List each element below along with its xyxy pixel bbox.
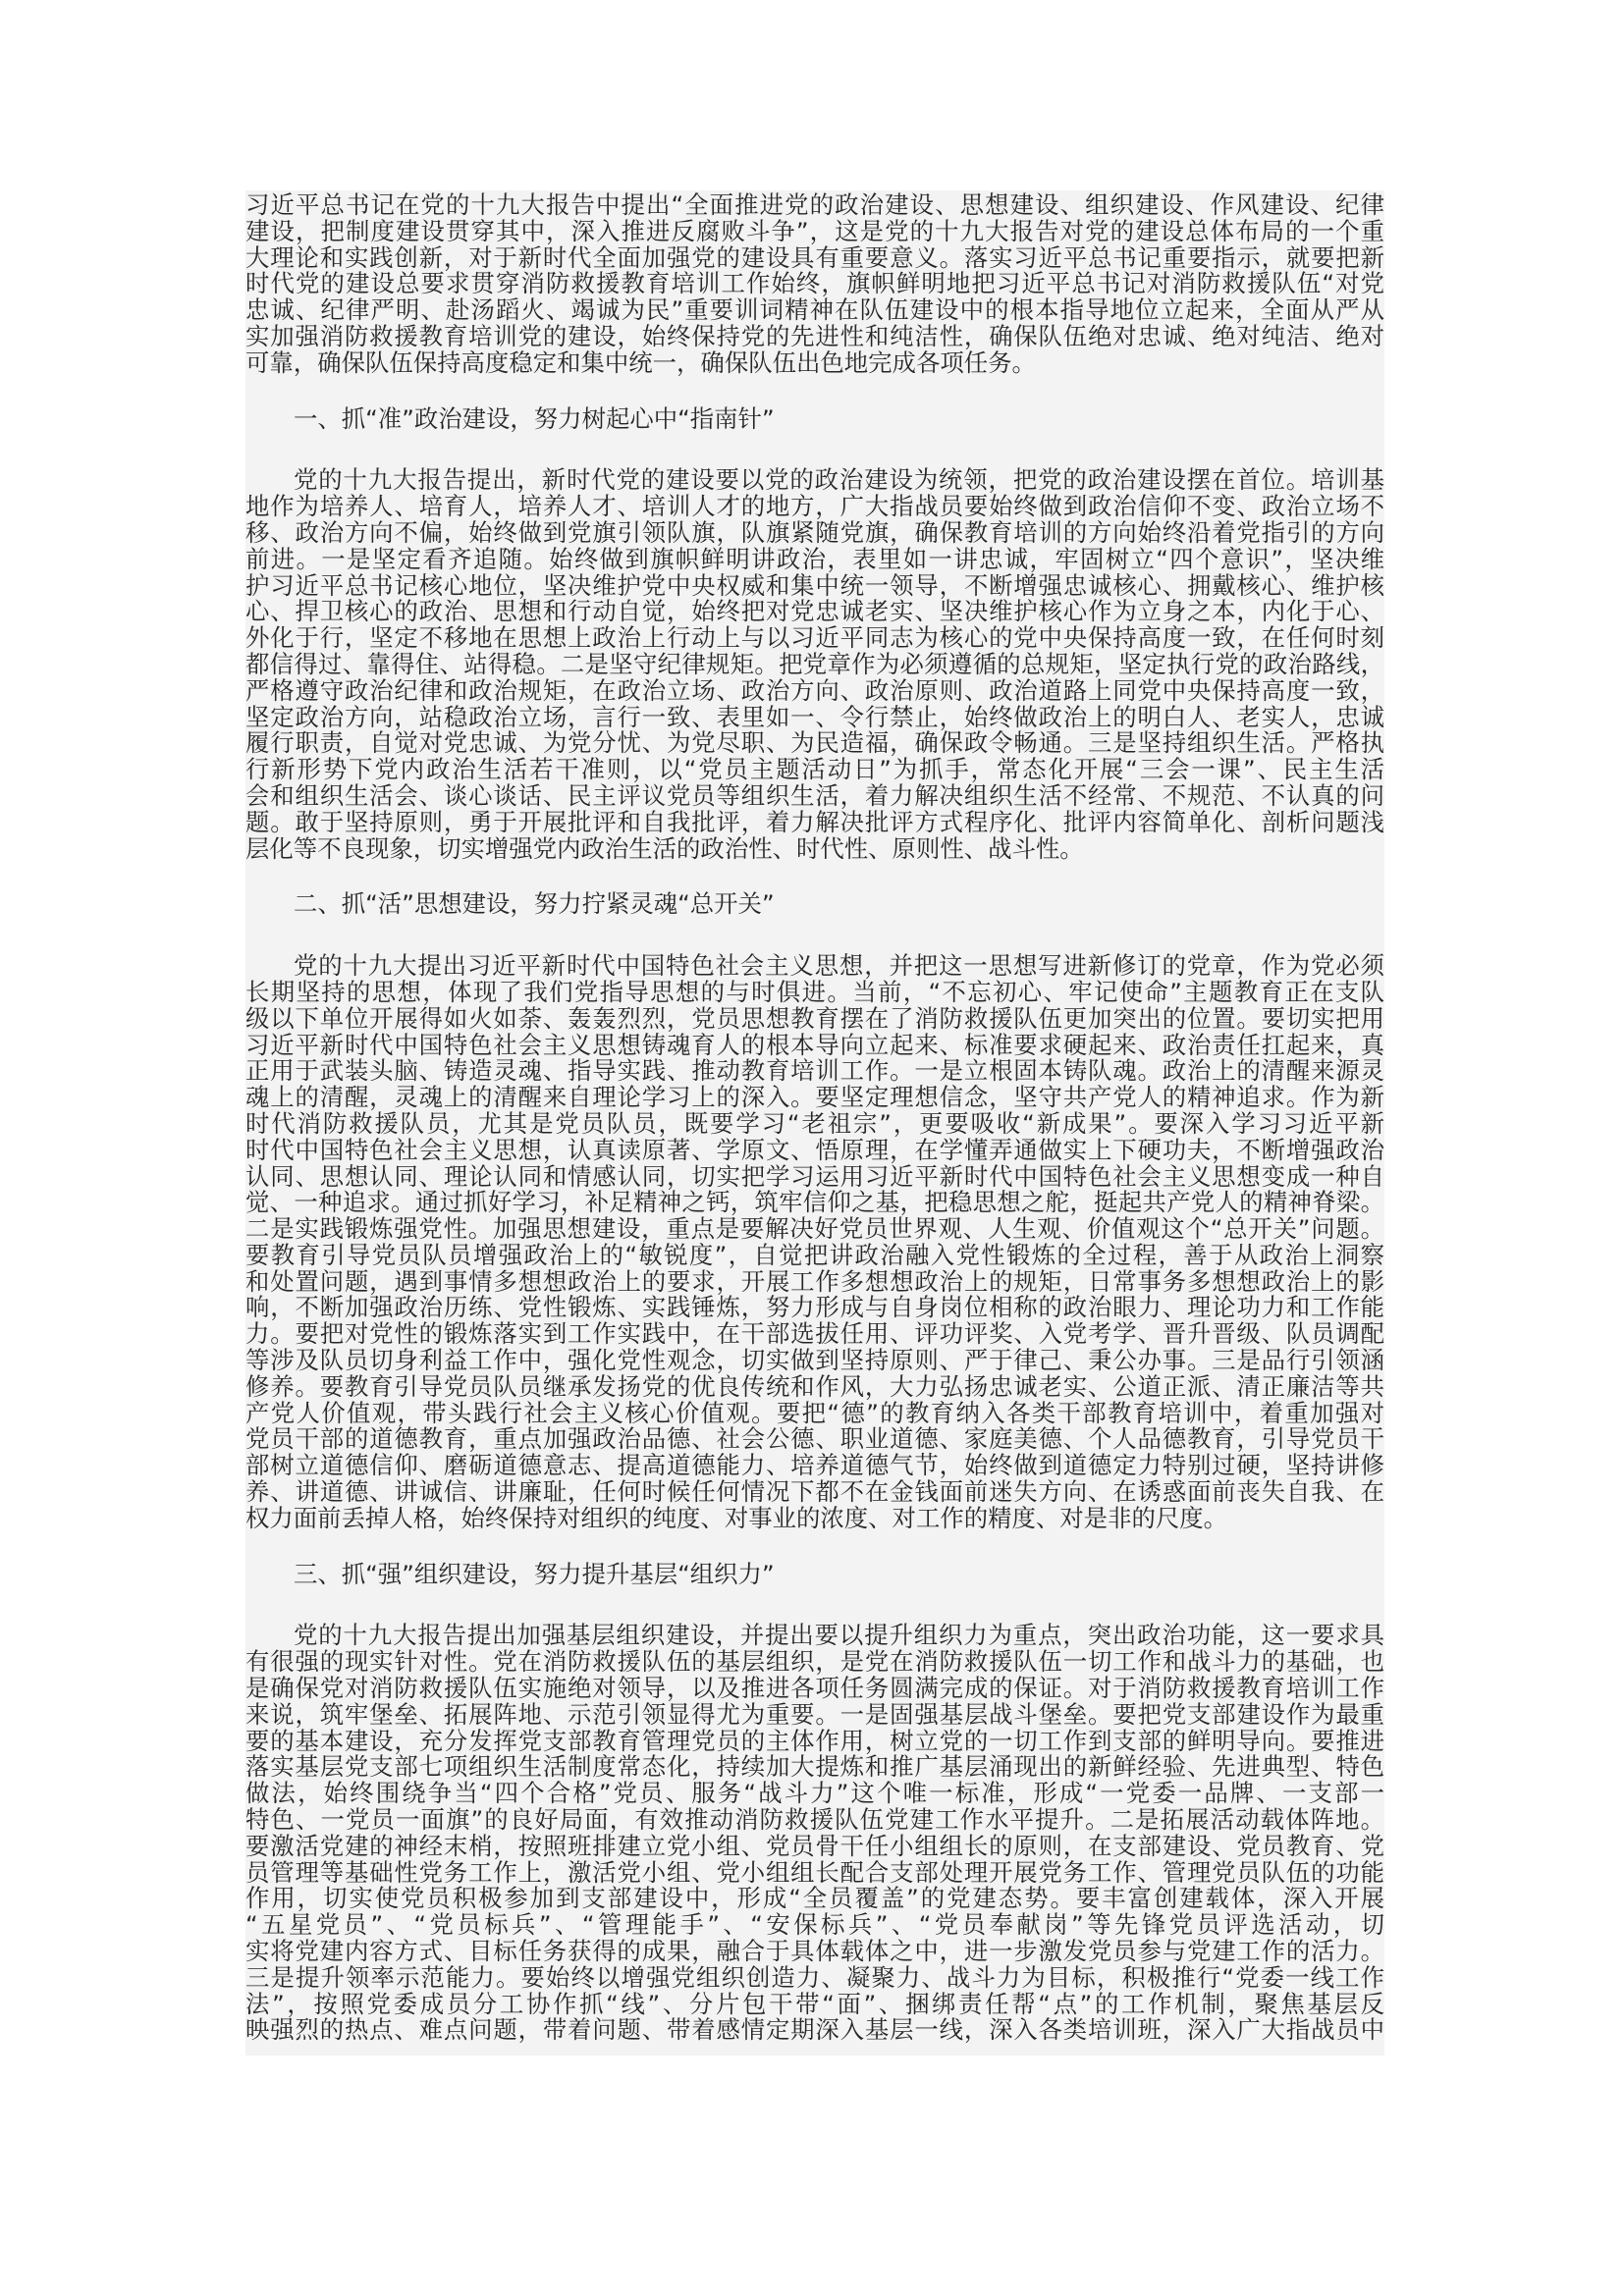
paragraph-line: 行新形势下党内政治生活若干准则，以“党员主题活动日”为抓手，常态化开展“三会一课”、民主生活 xyxy=(245,755,1384,784)
paragraph-line: 做法，始终围绕争当“四个合格”党员、服务“战斗力”这个唯一标准，形成“一党委一品牌、一支部一 xyxy=(245,1779,1384,1808)
paragraph-line: 党的十九大提出习近平新时代中国特色社会主义思想，并把这一思想写进新修订的党章，作为党必须 xyxy=(294,951,1384,981)
paragraph-line: 作用，切实使党员积极参加到支部建设中，形成“全员覆盖”的党建态势。要丰富创建载体，深入开展 xyxy=(245,1884,1384,1913)
paragraph-line: 二是实践锻炼强党性。加强思想建设，重点是要解决好党员世界观、人生观、价值观这个“总开关”问题。 xyxy=(245,1214,1384,1244)
paragraph-line: 认同、思想认同、理论认同和情感认同，切实把学习运用习近平新时代中国特色社会主义思想变成一种自 xyxy=(245,1161,1384,1191)
paragraph-line: 等涉及队员切身利益工作中，强化党性观念，切实做到坚持原则、严于律己、秉公办事。三是品行引领涵 xyxy=(245,1346,1384,1375)
paragraph-line: 建设，把制度建设贯穿其中，深入推进反腐败斗争”，这是党的十九大报告对党的建设总体布局的一个重 xyxy=(245,216,1384,245)
section-heading: 一、抓“准”政治建设，努力树起心中“指南针” xyxy=(294,403,775,433)
paragraph-line: 级以下单位开展得如火如荼、轰轰烈烈，党员思想教育摆在了消防救援队伍更加突出的位置。要切实把用 xyxy=(245,1003,1384,1033)
paragraph-line: 会和组织生活会、谈心谈话、民主评议党员等组织生活，着力解决组织生活不经常、不规范、不认真的问 xyxy=(245,780,1384,810)
section-heading: 二、抓“活”思想建设，努力拧紧灵魂“总开关” xyxy=(294,889,775,919)
paragraph-line: 修养。要教育引导党员队员继承发扬党的优良传统和作风，大力弘扬忠诚老实、公道正派、清正廉洁等共 xyxy=(245,1371,1384,1401)
paragraph-line: 大理论和实践创新，对于新时代全面加强党的建设具有重要意义。落实习近平总书记重要指示，就要把新 xyxy=(245,242,1384,272)
paragraph-line: 前进。一是坚定看齐追随。始终做到旗帜鲜明讲政治，表里如一讲忠诚，牢固树立“四个意识”，坚决维 xyxy=(245,544,1384,573)
paragraph-line: 履行职责，自觉对党忠诚、为党分忧、为党尽职、为民造福，确保政令畅通。三是坚持组织生活。严格执 xyxy=(245,728,1384,758)
paragraph-line: 严格遵守政治纪律和政治规矩，在政治立场、政治方向、政治原则、政治道路上同党中央保持高度一致， xyxy=(245,675,1384,705)
paragraph-line: 护习近平总书记核心地位，坚决维护党中央权威和集中统一领导，不断增强忠诚核心、拥戴核心、维护核 xyxy=(245,570,1384,600)
paragraph-line: 时代中国特色社会主义思想，认真读原著、学原文、悟原理，在学懂弄通做实上下硬功夫，不断增强政治 xyxy=(245,1135,1384,1164)
paragraph-line: 层化等不良现象，切实增强党内政治生活的政治性、时代性、原则性、战斗性。 xyxy=(245,833,1084,863)
paragraph-line: 党的十九大报告提出，新时代党的建设要以党的政治建设为统领，把党的政治建设摆在首位。培训基 xyxy=(294,465,1384,495)
paragraph-line: 要的基本建设，充分发挥党支部教育管理党员的主体作用，树立党的一切工作到支部的鲜明导向。要推进 xyxy=(245,1726,1384,1755)
paragraph xyxy=(245,467,1384,862)
paragraph-line: 养、讲道德、讲诚信、讲廉耻，任何时候任何情况下都不在金钱面前迷失方向、在诱惑面前丧失自我、在 xyxy=(245,1477,1384,1507)
paragraph-line: 正用于武装头脑、铸造灵魂、指导实践、推动教育培训工作。一是立根固本铸队魂。政治上的清醒来源灵 xyxy=(245,1056,1384,1086)
paragraph-line: 坚定政治方向，站稳政治立场，言行一致、表里如一、令行禁止，始终做政治上的明白人、老实人，忠诚 xyxy=(245,702,1384,731)
paragraph-line: 党员干部的道德教育，重点加强政治品德、社会公德、职业道德、家庭美德、个人品德教育，引导党员干 xyxy=(245,1424,1384,1454)
paragraph-line: 员管理等基础性党务工作上，激活党小组、党小组组长配合支部处理开展党务工作、管理党员队伍的功能 xyxy=(245,1857,1384,1887)
paragraph-line: 心、捍卫核心的政治、思想和行动自觉，始终把对党忠诚老实、坚决维护核心作为立身之本，内化于心、 xyxy=(245,597,1384,626)
paragraph-line: 要激活党建的神经末梢，按照班排建立党小组、党员骨干任小组组长的原则，在支部建设、党员教育、党 xyxy=(245,1831,1384,1860)
paragraph-line: 魂上的清醒，灵魂上的清醒来自理论学习上的深入。要坚定理想信念，坚守共产党人的精神追求。作为新 xyxy=(245,1083,1384,1112)
paragraph-line: 习近平新时代中国特色社会主义思想铸魂育人的根本导向立起来、标准要求硬起来、政治责任扛起来，真 xyxy=(245,1030,1384,1059)
paragraph-line: 特色、一党员一面旗”的良好局面，有效推动消防救援队伍党建工作水平提升。二是拓展活动载体阵地。 xyxy=(245,1805,1384,1835)
paragraph xyxy=(245,953,1384,1532)
paragraph-line: 忠诚、纪律严明、赴汤蹈火、竭诚为民”重要训词精神在队伍建设中的根本指导地位立起来，全面从严从 xyxy=(245,295,1384,325)
paragraph-line: 有很强的现实针对性。党在消防救援队伍的基层组织，是党在消防救援队伍一切工作和战斗力的基础，也 xyxy=(245,1647,1384,1677)
paragraph-line: 党的十九大报告提出加强基层组织建设，并提出要以提升组织力为重点，突出政治功能，这一要求具 xyxy=(294,1621,1384,1650)
paragraph-line: 映强烈的热点、难点问题，带着问题、带着感情定期深入基层一线，深入各类培训班，深入广大指战员中 xyxy=(245,2015,1384,2045)
paragraph-line: 法”，按照党委成员分工协作抓“线”、分片包干带“面”、捆绑责任帮“点”的工作机制，聚焦基层反 xyxy=(245,1989,1384,2018)
paragraph-line: 要教育引导党员队员增强政治上的“敏锐度”，自觉把讲政治融入党性锻炼的全过程，善于从政治上洞察 xyxy=(245,1240,1384,1269)
paragraph xyxy=(245,1623,1384,2044)
paragraph-line: 觉、一种追求。通过抓好学习，补足精神之钙，筑牢信仰之基，把稳思想之舵，挺起共产党人的精神脊梁。 xyxy=(245,1188,1384,1217)
paragraph-line: 响，不断加强政治历练、党性锻炼、实践锤炼，努力形成与自身岗位相称的政治眼力、理论功力和工作能 xyxy=(245,1293,1384,1322)
paragraph-line: 时代党的建设总要求贯穿消防救援教育培训工作始终，旗帜鲜明地把习近平总书记对消防救援队伍“对党 xyxy=(245,269,1384,298)
paragraph-line: 权力面前丢掉人格，始终保持对组织的纯度、对事业的浓度、对工作的精度、对是非的尺度。 xyxy=(245,1503,1228,1532)
paragraph-line: 产党人价值观，带头践行社会主义核心价值观。要把“德”的教育纳入各类干部教育培训中，着重加强对 xyxy=(245,1398,1384,1427)
paragraph-line: 三是提升领率示范能力。要始终以增强党组织创造力、凝聚力、战斗力为目标，积极推行“党委一线工作 xyxy=(245,1962,1384,1992)
paragraph-line: 长期坚持的思想，体现了我们党指导思想的与时俱进。当前，“不忘初心、牢记使命”主题教育正在支队 xyxy=(245,977,1384,1006)
paragraph-line: 部树立道德信仰、磨砺道德意志、提高道德能力、培养道德气节，始终做到道德定力特别过硬，坚持讲修 xyxy=(245,1451,1384,1480)
paragraph-line: “五星党员”、“党员标兵”、“管理能手”、“安保标兵”、“党员奉献岗”等先锋党员评选活动，切 xyxy=(245,1910,1384,1940)
paragraph-line: 实加强消防救援教育培训党的建设，始终保持党的先进性和纯洁性，确保队伍绝对忠诚、绝对纯洁、绝对 xyxy=(245,321,1384,350)
paragraph-line: 落实基层党支部七项组织生活制度常态化，持续加大提炼和推广基层涌现出的新鲜经验、先进典型、特色 xyxy=(245,1752,1384,1782)
paragraph xyxy=(245,192,1384,377)
paragraph-line: 和处置问题，遇到事情多想想政治上的要求，开展工作多想想政治上的规矩，日常事务多想想政治上的影 xyxy=(245,1266,1384,1296)
paragraph-line: 外化于行，坚定不移地在思想上政治上行动上与以习近平同志为核心的党中央保持高度一致，在任何时刻 xyxy=(245,623,1384,653)
paragraph-line: 是确保党对消防救援队伍实施绝对领导，以及推进各项任务圆满完成的保证。对于消防救援教育培训工作 xyxy=(245,1674,1384,1703)
paragraph-line: 实将党建内容方式、目标任务获得的成果，融合于具体载体之中，进一步激发党员参与党建工作的活力。 xyxy=(245,1937,1384,1966)
paragraph-line: 都信得过、靠得住、站得稳。二是坚守纪律规矩。把党章作为必须遵循的总规矩，坚定执行党的政治路线， xyxy=(245,649,1384,678)
paragraph-line: 题。敢于坚持原则，勇于开展批评和自我批评，着力解决批评方式程序化、批评内容简单化、剖析问题浅 xyxy=(245,807,1384,836)
paragraph-line: 力。要把对党性的锻炼落实到工作实践中，在干部选拔任用、评功评奖、入党考学、晋升晋级、队员调配 xyxy=(245,1319,1384,1349)
paragraph-line: 时代消防救援队员，尤其是党员队员，既要学习“老祖宗”，更要吸收“新成果”。要深入学习习近平新 xyxy=(245,1108,1384,1138)
section-heading: 三、抓“强”组织建设，努力提升基层“组织力” xyxy=(294,1559,775,1588)
paragraph-line: 来说，筑牢堡垒、拓展阵地、示范引领显得尤为重要。一是固强基层战斗堡垒。要把党支部建设作为最重 xyxy=(245,1699,1384,1729)
document-body xyxy=(245,190,1384,2056)
paragraph-line: 地作为培养人、培育人，培养人才、培训人才的地方，广大指战员要始终做到政治信仰不变、政治立场不 xyxy=(245,492,1384,521)
paragraph-line: 习近平总书记在党的十九大报告中提出“全面推进党的政治建设、思想建设、组织建设、作风建设、纪律 xyxy=(245,190,1384,219)
paragraph-line: 移、政治方向不偏，始终做到党旗引领队旗，队旗紧随党旗，确保教育培训的方向始终沿着党指引的方向 xyxy=(245,517,1384,547)
paragraph-line: 可靠，确保队伍保持高度稳定和集中统一，确保队伍出色地完成各项任务。 xyxy=(245,347,1036,377)
